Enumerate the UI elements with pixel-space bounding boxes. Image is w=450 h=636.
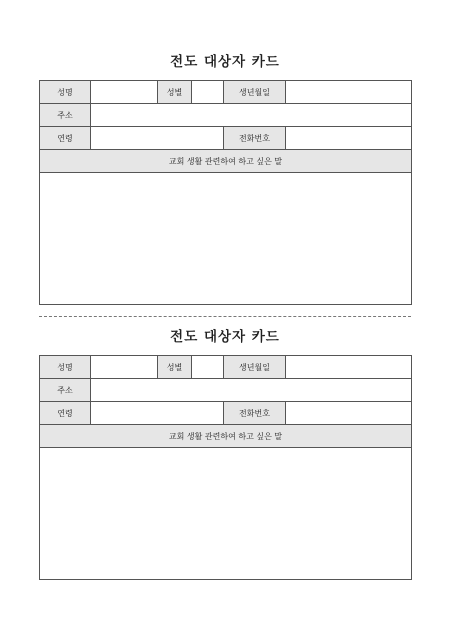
- gender-label: 성별: [158, 356, 192, 379]
- phone-field[interactable]: [286, 402, 412, 425]
- birthdate-label: 생년월일: [224, 356, 286, 379]
- birthdate-field[interactable]: [286, 356, 412, 379]
- name-label: 성명: [40, 81, 91, 104]
- card-form-table: [39, 355, 412, 580]
- address-label: 주소: [40, 379, 91, 402]
- gender-field[interactable]: [192, 356, 224, 379]
- memo-field[interactable]: [40, 448, 412, 580]
- form-row-memo: [40, 448, 412, 580]
- form-row-memo: [40, 173, 412, 305]
- address-field[interactable]: [91, 104, 412, 127]
- phone-label: 전화번호: [224, 127, 286, 150]
- phone-field[interactable]: [286, 127, 412, 150]
- form-row-address: [40, 379, 412, 402]
- form-row-section-header: [40, 425, 412, 448]
- form-row-section-header: [40, 150, 412, 173]
- cut-line-divider: [39, 316, 411, 317]
- name-field[interactable]: [91, 356, 158, 379]
- form-row-contact: [40, 402, 412, 425]
- form-row-basic: [40, 356, 412, 379]
- gender-label: 성별: [158, 81, 192, 104]
- gender-field[interactable]: [192, 81, 224, 104]
- age-field[interactable]: [91, 402, 224, 425]
- evangelism-card-2: [39, 325, 411, 580]
- age-label: 연령: [40, 402, 91, 425]
- memo-section-header: 교회 생활 관련하여 하고 싶은 말: [40, 425, 412, 448]
- birthdate-label: 생년월일: [224, 81, 286, 104]
- address-field[interactable]: [91, 379, 412, 402]
- birthdate-field[interactable]: [286, 81, 412, 104]
- form-row-basic: [40, 81, 412, 104]
- address-label: 주소: [40, 104, 91, 127]
- card-title: 전도 대상자 카드: [170, 329, 280, 345]
- form-row-contact: [40, 127, 412, 150]
- card-form-table: [39, 80, 412, 305]
- memo-field[interactable]: [40, 173, 412, 305]
- form-row-address: [40, 104, 412, 127]
- name-label: 성명: [40, 356, 91, 379]
- phone-label: 전화번호: [224, 402, 286, 425]
- evangelism-card-1: [39, 50, 411, 305]
- age-field[interactable]: [91, 127, 224, 150]
- card-title: 전도 대상자 카드: [170, 54, 280, 70]
- memo-section-header: 교회 생활 관련하여 하고 싶은 말: [40, 150, 412, 173]
- age-label: 연령: [40, 127, 91, 150]
- name-field[interactable]: [91, 81, 158, 104]
